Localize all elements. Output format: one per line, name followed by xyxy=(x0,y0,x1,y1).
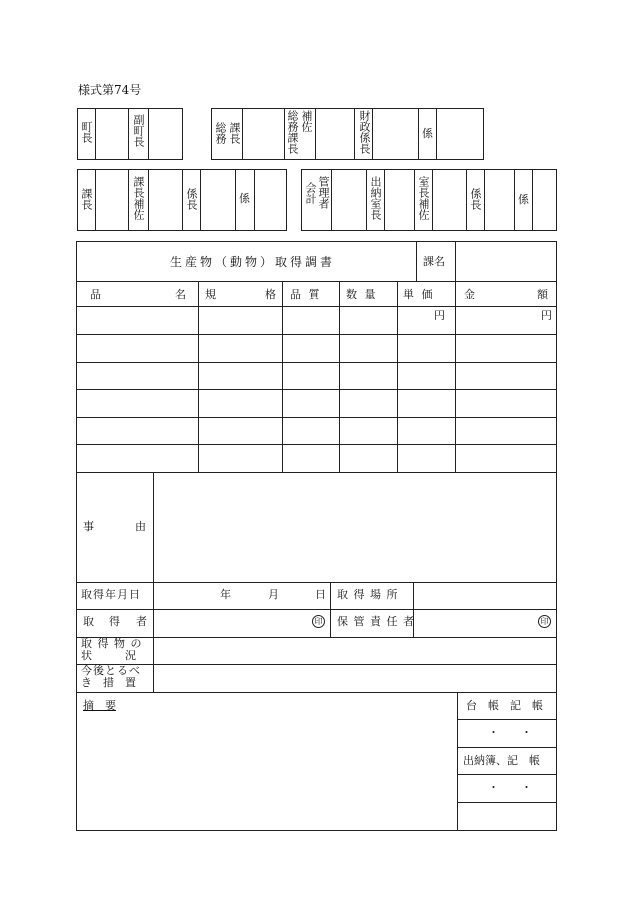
date-unit-day: 日 xyxy=(315,588,326,601)
seal-mark-hokan: 印 xyxy=(538,615,551,628)
label-fukucho: 副町長 xyxy=(132,114,145,147)
shutokusha-label-2: 得 xyxy=(109,615,120,628)
label-kakaricho: 係長 xyxy=(185,188,198,210)
header-kingaku-1: 金 xyxy=(464,288,475,301)
daicho-label: 台 帳 記 帳 xyxy=(466,699,543,712)
label-somu-kacho: 総務課長 xyxy=(286,110,299,154)
yen-unit-kingaku: 円 xyxy=(541,309,552,322)
form-number: 様式第74号 xyxy=(78,83,142,97)
hokan-label: 保 管 責 任 者 xyxy=(337,615,415,628)
sochi-label-1: 今後とるべ xyxy=(81,664,141,677)
approval-box-row1 xyxy=(211,108,484,160)
header-kikaku-1: 規 xyxy=(205,288,216,301)
header-hinshitsu: 品 質 xyxy=(290,288,322,301)
seal-mark-shutokusha: 印 xyxy=(312,615,325,628)
jiyu-label-1: 事 xyxy=(83,520,94,533)
label-kacho-hosa: 課長補佐 xyxy=(132,176,145,220)
yen-unit-tanka: 円 xyxy=(434,309,445,322)
label-zaisei-kakaricho: 財政係長 xyxy=(358,110,371,154)
label-suitou-shitsucho: 出納室長 xyxy=(369,176,382,220)
label-kaikei: 会計 xyxy=(304,182,317,204)
form-title: 生産物（動物）取得調書 xyxy=(170,255,336,269)
date-unit-month: 月 xyxy=(268,588,279,601)
header-tanka: 単 価 xyxy=(403,288,435,301)
shutokusha-label-1: 取 xyxy=(83,615,94,628)
jiyu-label-2: 由 xyxy=(135,520,146,533)
header-kikaku-2: 格 xyxy=(265,288,276,301)
shutoku-date-label: 取得年月日 xyxy=(81,588,141,601)
tekiyo-label: 摘 要 xyxy=(83,699,116,712)
header-hinmei-2: 名 xyxy=(175,288,186,301)
label-somu: 総務 xyxy=(214,122,227,144)
shutoku-basho-label: 取 得 場 所 xyxy=(337,588,399,601)
kamei-label: 課名 xyxy=(423,255,445,268)
jokyo-label-2: 状 況 xyxy=(81,649,136,662)
label-kakari: 係 xyxy=(422,127,433,140)
label-kacho-2: 課長 xyxy=(80,188,93,210)
sochi-label-2: き 措 置 xyxy=(81,676,136,689)
label-kacho: 課長 xyxy=(228,122,241,144)
date-unit-year: 年 xyxy=(220,588,231,601)
label-kakari-2: 係 xyxy=(239,192,250,205)
suitoubo-label: 出納簿、記 帳 xyxy=(463,754,540,767)
header-suryo: 数 量 xyxy=(346,288,378,301)
header-hinmei-1: 品 xyxy=(90,288,101,301)
daicho-date: ・ ・ xyxy=(488,726,532,739)
jokyo-label-1: 取 得 物 の xyxy=(81,637,143,650)
header-kingaku-2: 額 xyxy=(537,288,548,301)
shutokusha-label-3: 者 xyxy=(136,615,147,628)
label-kanrisha: 管理者 xyxy=(317,176,330,209)
label-kakari-3: 係 xyxy=(518,193,529,206)
label-shitsucho-hosa: 室長補佐 xyxy=(417,176,430,220)
label-cho: 町長 xyxy=(80,121,93,143)
label-kakaricho-2: 係長 xyxy=(469,188,482,210)
suitoubo-date: ・ ・ xyxy=(488,781,532,794)
label-hosa: 補佐 xyxy=(300,110,313,132)
main-form-table xyxy=(76,241,557,831)
